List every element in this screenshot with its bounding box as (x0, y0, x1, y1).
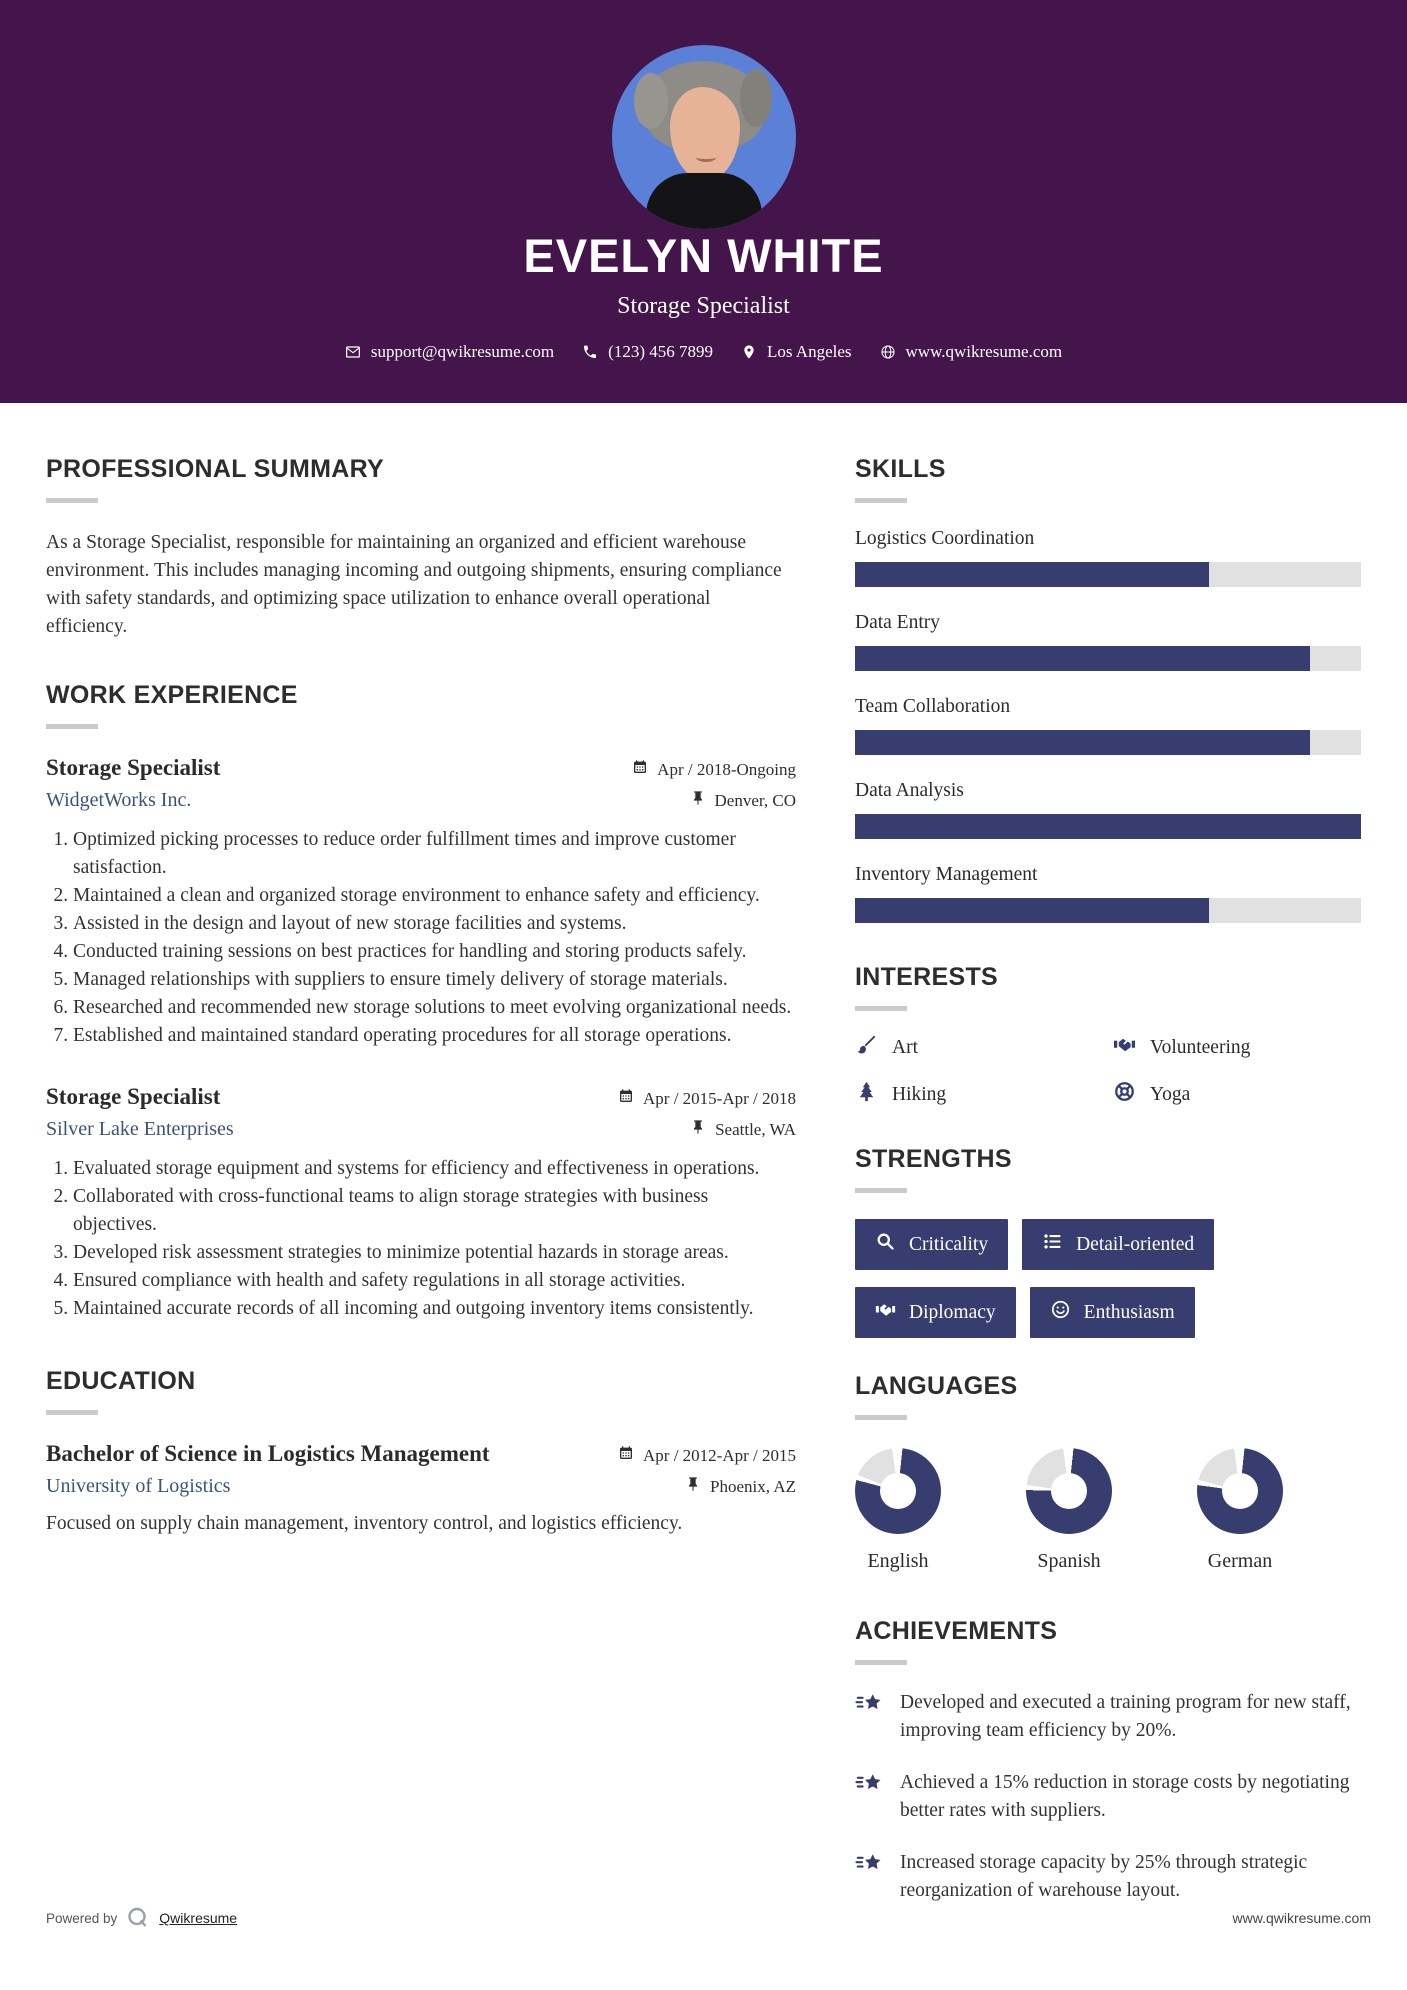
achievement-text: Achieved a 15% reduction in storage costs by negotiating better rates with suppliers. (900, 1772, 1350, 1821)
skill-bar-track (855, 730, 1361, 755)
section-title: EDUCATION (46, 1367, 196, 1395)
language-label: Spanish (1037, 1550, 1101, 1572)
job-dates-text: Apr / 2018-Ongoing (657, 759, 796, 779)
section-professional-summary (46, 455, 796, 641)
skill-row (855, 864, 1361, 923)
left-column (46, 455, 796, 1905)
education-description: Focused on supply chain management, inventory control, and logistics efficiency. (46, 1513, 683, 1534)
bullet-item: 2. Collaborated with cross-functional teams to align storage strategies with business objectives. (73, 1183, 796, 1239)
title-underline (46, 724, 98, 729)
calendar-icon (618, 1445, 634, 1466)
location-item (741, 342, 852, 362)
section-title: SKILLS (855, 455, 946, 483)
shooting-star-icon (855, 1689, 885, 1725)
title-underline (855, 1415, 907, 1420)
section-languages (855, 1372, 1361, 1573)
section-strengths (855, 1145, 1361, 1338)
phone-text: (123) 456 7899 (608, 342, 713, 361)
life-ring-icon (1113, 1080, 1136, 1109)
job-location (690, 790, 796, 811)
shooting-star-icon (855, 1769, 885, 1805)
bullet-item: 7. Established and maintained standard operating procedures for all storage operations. (73, 1022, 796, 1050)
language-label: English (867, 1550, 929, 1572)
qwikresume-logo (126, 1906, 150, 1930)
company-name: Silver Lake Enterprises (46, 1118, 234, 1140)
globe-icon (880, 344, 896, 360)
degree-title: Bachelor of Science in Logistics Management (46, 1441, 490, 1466)
location-pin-icon (741, 344, 757, 360)
section-title: ACHIEVEMENTS (855, 1617, 1058, 1645)
job-dates-text: Apr / 2015-Apr / 2018 (643, 1088, 796, 1108)
content-area (0, 403, 1407, 1905)
bullet-item: 5. Managed relationships with suppliers to ensure timely delivery of storage materials. (73, 966, 796, 994)
skill-row (855, 612, 1361, 671)
handshake-icon (875, 1299, 896, 1326)
skill-bar-fill (855, 646, 1310, 671)
job-dates (632, 759, 796, 780)
strength-chip (855, 1219, 1008, 1270)
achievement-text: Increased storage capacity by 25% through strategic reorganization of warehouse layout. (900, 1852, 1308, 1901)
section-education (46, 1367, 796, 1538)
skill-bar-fill (855, 898, 1209, 923)
website-text: www.qwikresume.com (905, 342, 1063, 361)
strength-label: Diplomacy (909, 1301, 996, 1323)
bullet-item: 1. Evaluated storage equipment and systems for efficiency and effectiveness in operations. (73, 1155, 796, 1183)
achievement-item (855, 1849, 1361, 1905)
job-location-text: Seattle, WA (715, 1119, 796, 1139)
skill-row (855, 780, 1361, 839)
job-location (690, 1119, 796, 1140)
section-achievements (855, 1617, 1361, 1905)
job-title: Storage Specialist (46, 755, 221, 780)
achievement-item (855, 1769, 1361, 1825)
pushpin-icon (690, 790, 706, 811)
section-title: WORK EXPERIENCE (46, 681, 298, 709)
qwikresume-link[interactable]: Qwikresume (159, 1910, 238, 1926)
email-text: support@qwikresume.com (370, 342, 555, 361)
job-entry (46, 755, 796, 1050)
skill-label: Logistics Coordination (855, 528, 1035, 549)
profile-photo (612, 45, 796, 229)
interest-item (1113, 1080, 1361, 1109)
education-dates (618, 1445, 796, 1466)
envelope-icon (345, 344, 361, 360)
achievement-text: Developed and executed a training program for new staff, improving team efficiency by 20%. (900, 1692, 1351, 1741)
company-name: WidgetWorks Inc. (46, 789, 192, 811)
language-label: German (1207, 1550, 1273, 1572)
title-underline (855, 498, 907, 503)
skill-label: Data Entry (855, 612, 941, 633)
phone-icon (582, 344, 598, 360)
section-interests (855, 963, 1361, 1109)
bullet-item: 4. Ensured compliance with health and safety regulations in all storage activities. (73, 1267, 796, 1295)
right-column (855, 455, 1361, 1905)
website-link[interactable] (880, 342, 1063, 362)
header-banner (0, 0, 1407, 403)
powered-by (46, 1906, 237, 1930)
education-location (685, 1476, 796, 1497)
strength-chip (1030, 1287, 1195, 1338)
language-donut-chart (1026, 1448, 1112, 1534)
contact-row (0, 342, 1407, 362)
phone-item (582, 342, 713, 362)
interest-label: Hiking (892, 1083, 947, 1105)
language-item (1026, 1448, 1112, 1573)
skill-label: Data Analysis (855, 780, 964, 801)
interests-grid (855, 1033, 1361, 1109)
title-underline (46, 1410, 98, 1415)
photo-smile (696, 153, 716, 162)
skill-bar-track (855, 562, 1361, 587)
interest-item (1113, 1033, 1361, 1062)
interest-label: Yoga (1150, 1083, 1191, 1105)
job-bullet-list (46, 826, 796, 1050)
strength-label: Criticality (909, 1233, 989, 1255)
bullet-item: 3. Assisted in the design and layout of new storage facilities and systems. (73, 910, 796, 938)
strength-label: Detail-oriented (1076, 1233, 1195, 1255)
skill-bar-fill (855, 562, 1209, 587)
strength-chip (855, 1287, 1016, 1338)
calendar-icon (632, 759, 648, 780)
photo-hair-curl-left (634, 73, 668, 129)
education-entry (46, 1441, 796, 1538)
job-entry (46, 1084, 796, 1323)
calendar-icon (618, 1088, 634, 1109)
skill-bar-fill (855, 730, 1310, 755)
photo-turtleneck (646, 173, 762, 229)
language-donut-chart (1197, 1448, 1283, 1534)
language-item (1197, 1448, 1283, 1573)
school-name: University of Logistics (46, 1475, 231, 1497)
skill-label: Inventory Management (855, 864, 1038, 885)
job-title: Storage Specialist (46, 1084, 221, 1109)
section-skills (855, 455, 1361, 923)
section-title: PROFESSIONAL SUMMARY (46, 455, 384, 483)
interest-item (855, 1080, 1113, 1109)
skill-bar-track (855, 814, 1361, 839)
skill-row (855, 696, 1361, 755)
strength-chip (1022, 1219, 1214, 1270)
skill-label: Team Collaboration (855, 696, 1011, 717)
bullet-item: 3. Developed risk assessment strategies to minimize potential hazards in storage areas. (73, 1239, 796, 1267)
photo-face (670, 87, 740, 181)
summary-paragraph: As a Storage Specialist, responsible for maintaining an organized and efficient warehouse environment. This includes managing incoming and outgoing shipments, ensuring compliance with safety standards, and optimizing space utilization to enhance overall operational efficiency. (46, 532, 782, 637)
list-icon (1042, 1231, 1063, 1258)
pushpin-icon (690, 1119, 706, 1140)
section-title: LANGUAGES (855, 1372, 1018, 1400)
page-footer (46, 1906, 1371, 1930)
interest-label: Volunteering (1150, 1036, 1251, 1058)
shooting-star-icon (855, 1849, 885, 1885)
job-location-text: Denver, CO (714, 790, 796, 810)
section-title: STRENGTHS (855, 1145, 1012, 1173)
job-dates (618, 1088, 796, 1109)
interest-label: Art (892, 1036, 918, 1058)
language-item (855, 1448, 941, 1573)
strength-label: Enthusiasm (1083, 1301, 1175, 1323)
interest-item (855, 1033, 1113, 1062)
pine-tree-icon (855, 1080, 878, 1109)
powered-by-text: Powered by (46, 1910, 118, 1926)
skill-bar-track (855, 646, 1361, 671)
search-icon (875, 1231, 896, 1258)
pushpin-icon (685, 1476, 701, 1497)
section-title: INTERESTS (855, 963, 998, 991)
handshake-icon (1113, 1033, 1136, 1062)
achievement-item (855, 1689, 1361, 1745)
email-link[interactable] (345, 342, 554, 362)
bullet-item: 2. Maintained a clean and organized storage environment to enhance safety and efficiency. (73, 882, 796, 910)
title-underline (46, 498, 98, 503)
footer-website-link[interactable]: www.qwikresume.com (1232, 1910, 1371, 1926)
education-dates-text: Apr / 2012-Apr / 2015 (643, 1445, 796, 1465)
title-underline (855, 1660, 907, 1665)
smiley-icon (1050, 1299, 1071, 1326)
photo-hair-curl-right (740, 69, 772, 127)
candidate-name: EVELYN WHITE (523, 229, 884, 282)
title-underline (855, 1006, 907, 1011)
job-bullet-list (46, 1155, 796, 1323)
section-work-experience (46, 681, 796, 1323)
candidate-title: Storage Specialist (617, 293, 790, 319)
skill-bar-fill (855, 814, 1361, 839)
strength-chips (855, 1219, 1275, 1338)
title-underline (855, 1188, 907, 1193)
languages-row (855, 1448, 1361, 1573)
language-donut-chart (855, 1448, 941, 1534)
location-text: Los Angeles (766, 342, 852, 361)
skill-bar-track (855, 898, 1361, 923)
bullet-item: 6. Researched and recommended new storage solutions to meet evolving organizational needs. (73, 994, 796, 1022)
education-location-text: Phoenix, AZ (710, 1476, 796, 1496)
bullet-item: 1. Optimized picking processes to reduce order fulfillment times and improve customer satisfaction. (73, 826, 796, 882)
bullet-item: 4. Conducted training sessions on best practices for handling and storing products safely. (73, 938, 796, 966)
paintbrush-icon (855, 1033, 878, 1062)
bullet-item: 5. Maintained accurate records of all incoming and outgoing inventory items consistently. (73, 1295, 796, 1323)
skill-row (855, 528, 1361, 587)
